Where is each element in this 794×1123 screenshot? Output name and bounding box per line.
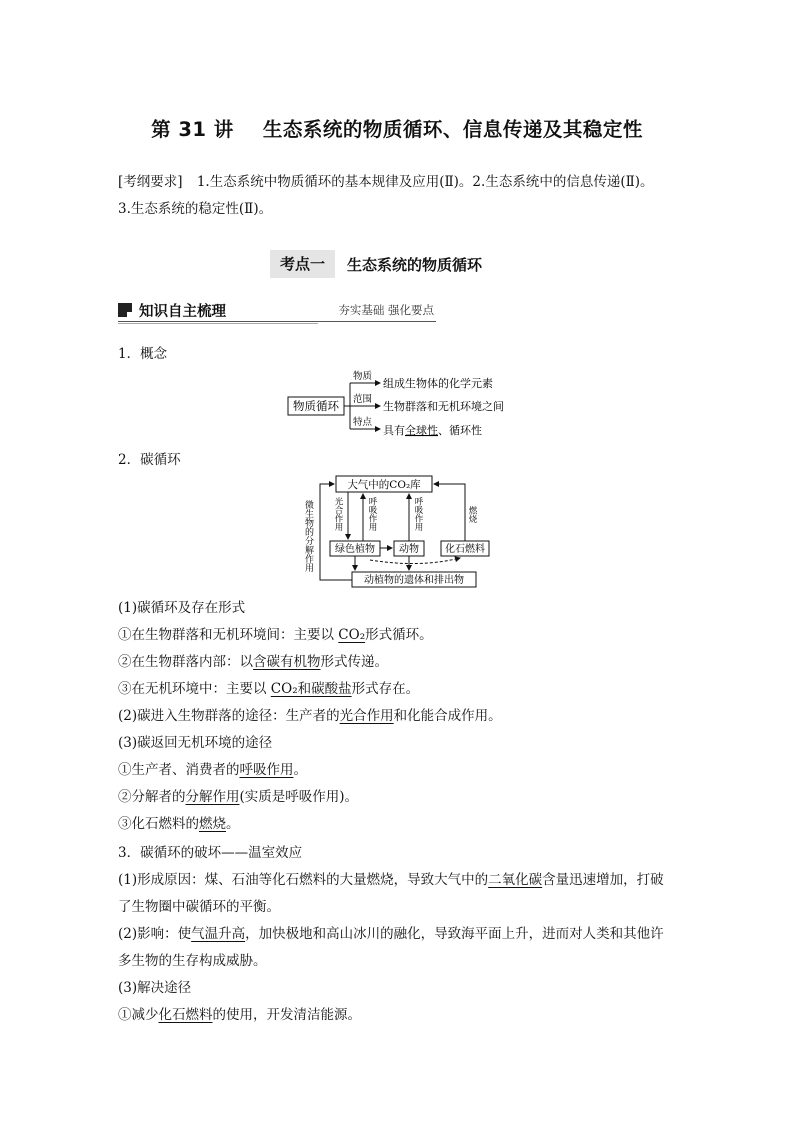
concept-root-label: 物质循环 bbox=[293, 399, 339, 413]
para-6: (3)碳返回无机环境的途径 bbox=[118, 735, 273, 751]
fossilization-arrow bbox=[370, 558, 460, 564]
branch-label-3: 特点 bbox=[353, 417, 373, 428]
decomposer-label: 微生物的分解作用 bbox=[303, 500, 313, 572]
branch-label-2: 范围 bbox=[353, 394, 373, 405]
para-4: ③在无机环境中：主要以 CO₂和碳酸盐形式存在。 bbox=[118, 681, 420, 697]
page-title: 第 31 讲 生态系统的物质循环、信息传递及其稳定性 bbox=[151, 118, 643, 141]
section-title: 知识自主梳理 bbox=[139, 304, 226, 320]
branch-text-1: 组成生物体的化学元素 bbox=[383, 377, 493, 390]
para-10: 3．碳循环的破坏——温室效应 bbox=[118, 845, 303, 861]
para-15: (3)解决途径 bbox=[118, 980, 192, 996]
para-16: ①减少化石燃料的使用，开发清洁能源。 bbox=[118, 1007, 361, 1023]
para-14: 多生物的生存构成威胁。 bbox=[118, 953, 267, 969]
concept-diagram bbox=[286, 368, 516, 440]
combustion-label: 燃烧 bbox=[467, 506, 477, 523]
para-1: (1)碳循环及存在形式 bbox=[118, 600, 246, 616]
section-square-icon bbox=[118, 303, 132, 317]
section-divider-thin bbox=[118, 323, 318, 324]
fossil-label: 化石燃料 bbox=[445, 544, 485, 555]
requirements-label: [考纲要求] bbox=[118, 174, 183, 190]
section-subtitle: 夯实基础 强化要点 bbox=[338, 303, 434, 317]
requirements-text: 1.生态系统中物质循环的基本规律及应用(Ⅱ)。2.生态系统中的信息传递(Ⅱ)。 bbox=[196, 174, 654, 190]
plants-label: 绿色植物 bbox=[335, 544, 375, 555]
photosynthesis-label: 光合作用 bbox=[333, 497, 343, 531]
branch-text-3: 具有全球性、循环性 bbox=[383, 424, 482, 437]
section-header bbox=[118, 300, 436, 322]
para-3: ②在生物群落内部：以含碳有机物形式传递。 bbox=[118, 654, 388, 670]
para-11: (1)形成原因：煤、石油等化石燃料的大量燃烧，导致大气中的二氧化碳含量迅速增加，打破 bbox=[118, 872, 664, 888]
para-5: (2)碳进入生物群落的途径：生产者的光合作用和化能合成作用。 bbox=[118, 708, 502, 724]
kaodian-heading bbox=[270, 250, 482, 278]
para-2: ①在生物群落和无机环境间：主要以 CO₂形式循环。 bbox=[118, 627, 433, 643]
animals-label: 动物 bbox=[399, 544, 419, 555]
exam-requirements-line2: 3.生态系统的稳定性(Ⅱ)。 bbox=[118, 201, 273, 217]
section-divider bbox=[118, 321, 436, 322]
para-13: (2)影响：使气温升高，加快极地和高山冰川的融化，导致海平面上升，进而对人类和其他许 bbox=[118, 926, 664, 942]
carbon-heading: 2．碳循环 bbox=[118, 452, 181, 468]
exam-requirements-line1 bbox=[118, 172, 654, 192]
branch-label-1: 物质 bbox=[353, 371, 373, 382]
concept-heading: 1．概念 bbox=[118, 346, 168, 362]
plant-respiration-label: 呼吸作用 bbox=[367, 497, 377, 531]
kaodian-title: 生态系统的物质循环 bbox=[347, 255, 483, 274]
para-9: ③化石燃料的燃烧。 bbox=[118, 816, 240, 832]
combustion-arrow bbox=[434, 484, 465, 541]
para-12: 了生物圈中碳循环的平衡。 bbox=[118, 899, 280, 915]
carbon-cycle-diagram bbox=[300, 470, 500, 592]
para-7: ①生产者、消费者的呼吸作用。 bbox=[118, 762, 307, 778]
remains-label: 动植物的遗体和排出物 bbox=[364, 575, 464, 586]
atmosphere-label: 大气中的CO₂库 bbox=[347, 479, 421, 491]
animal-respiration-label: 呼吸作用 bbox=[413, 497, 423, 531]
branch-text-2: 生物群落和无机环境之间 bbox=[383, 400, 504, 413]
kaodian-label: 考点一 bbox=[270, 250, 335, 278]
para-8: ②分解者的分解作用(实质是呼吸作用)。 bbox=[118, 789, 359, 805]
